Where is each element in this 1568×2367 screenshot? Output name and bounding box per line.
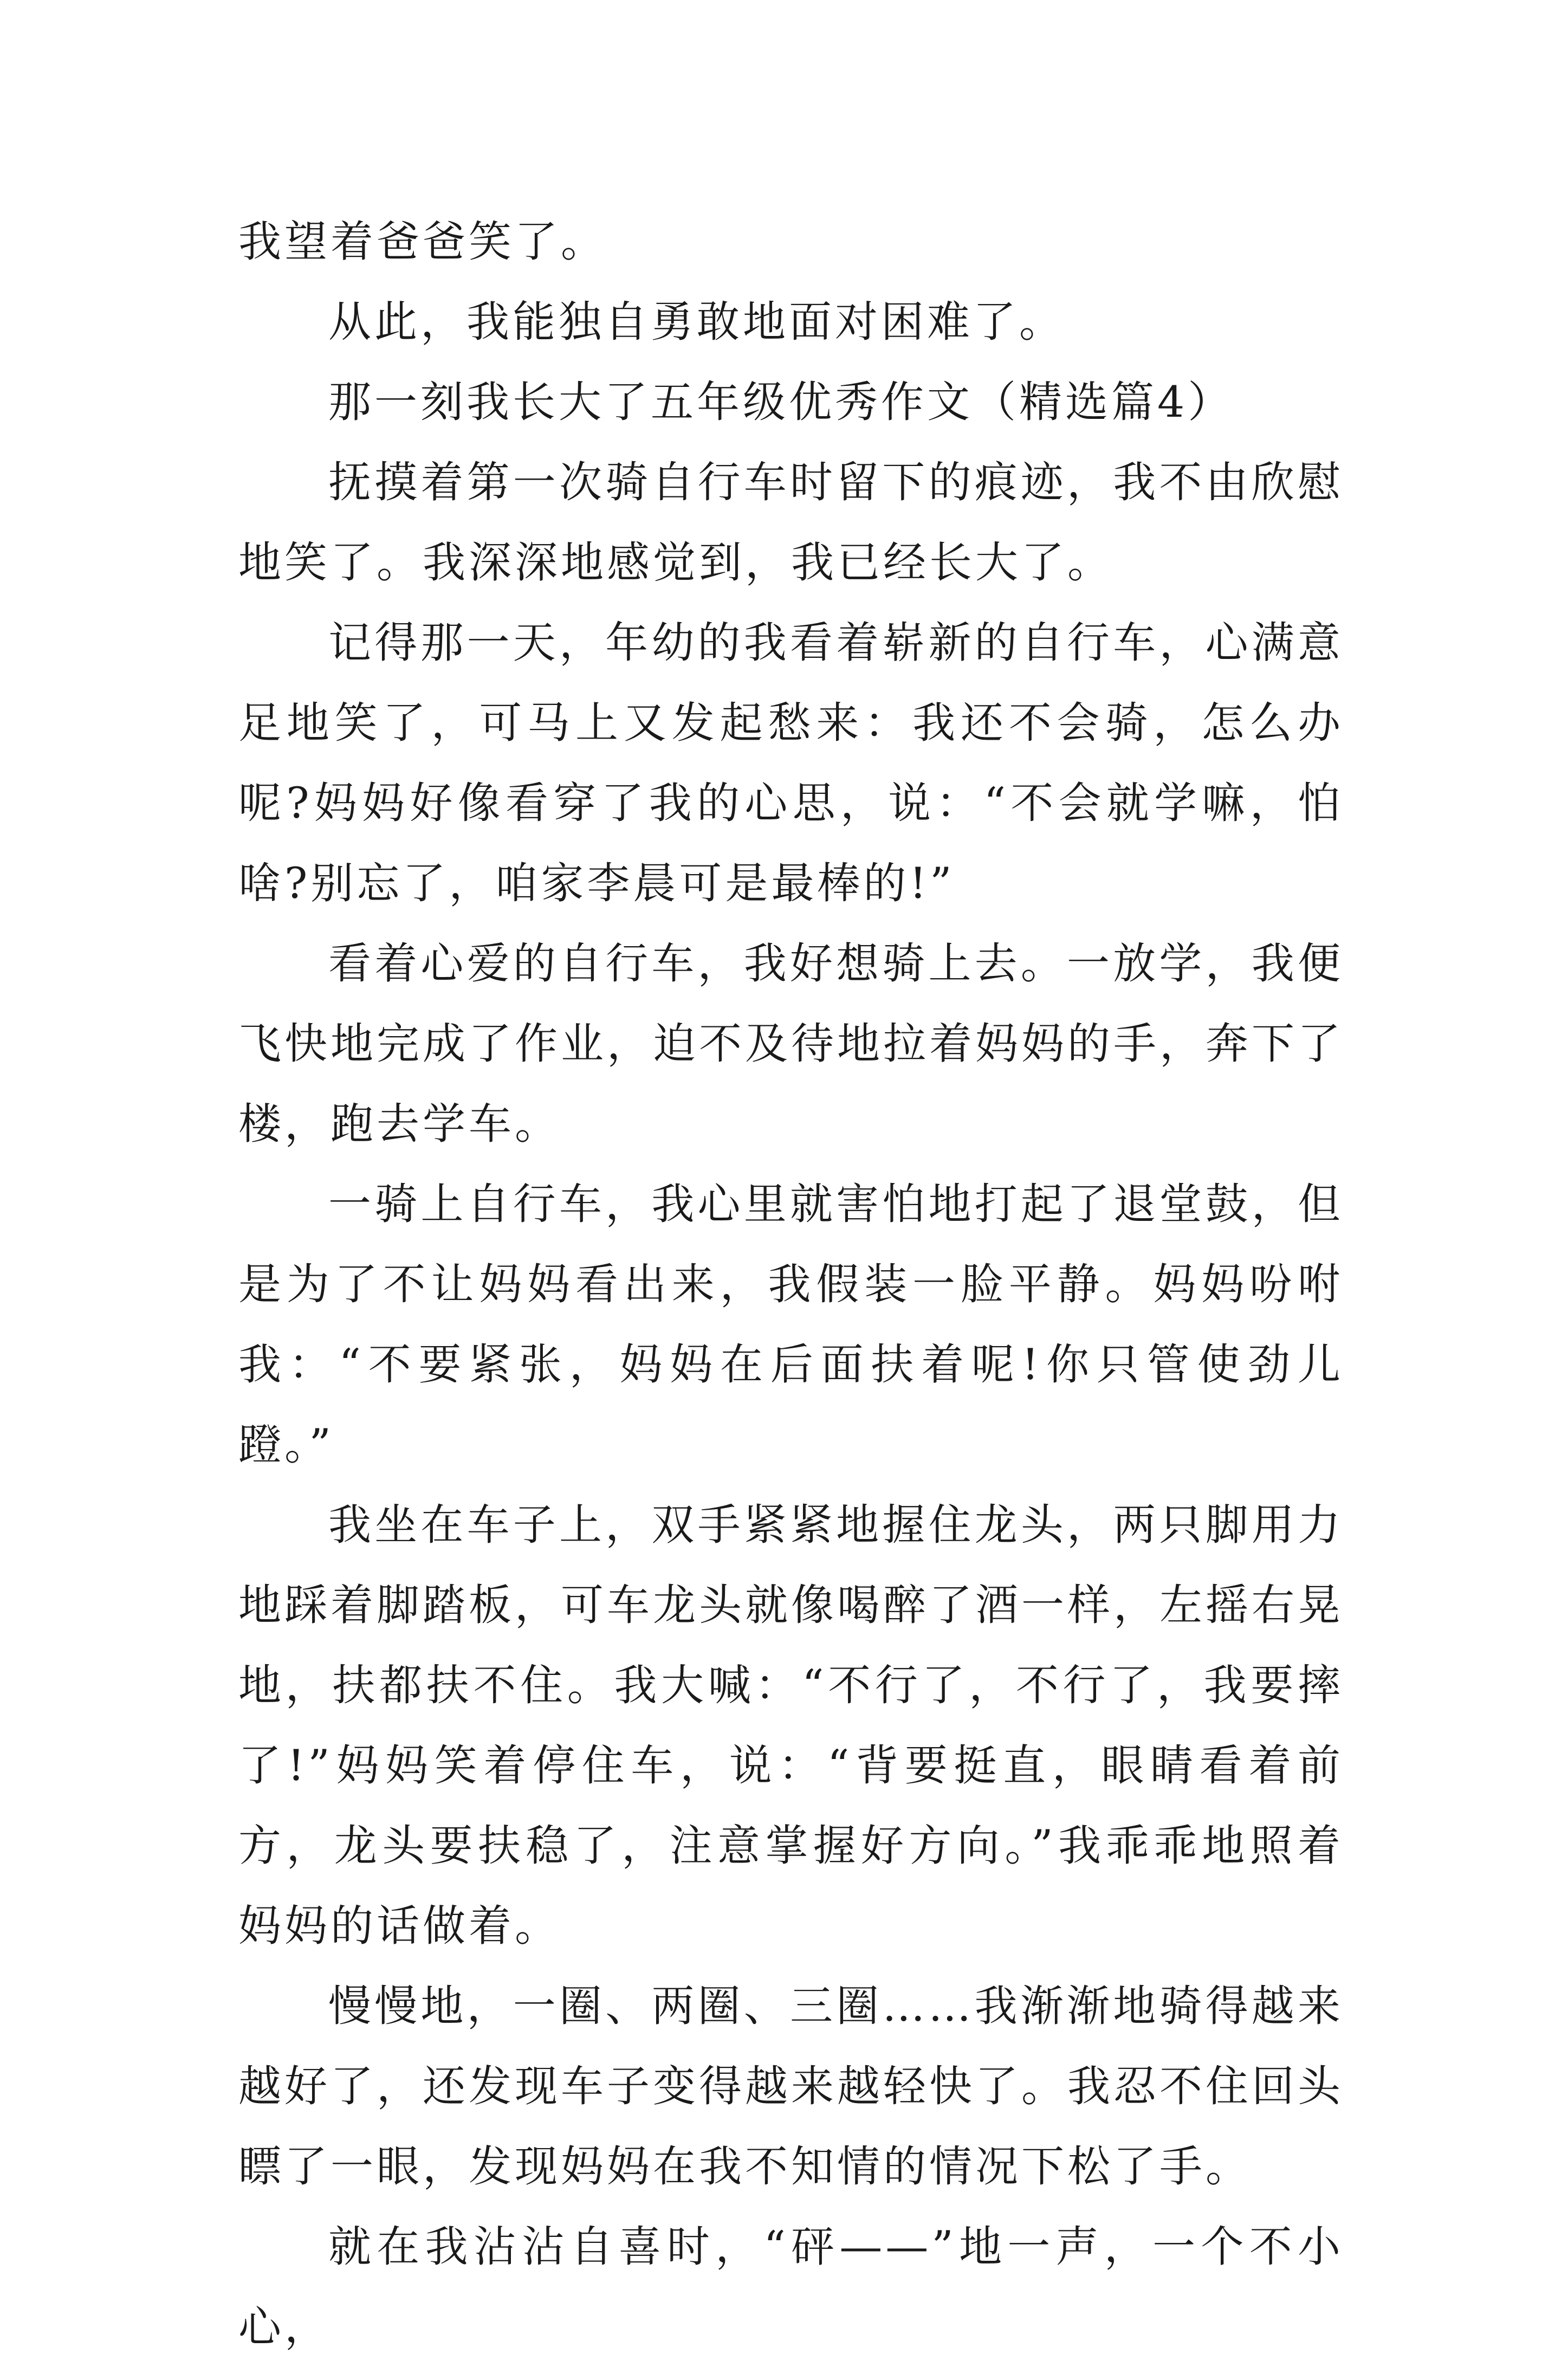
section-heading: 那一刻我长大了五年级优秀作文（精选篇4） — [328, 377, 1234, 427]
paragraph: 抚摸着第一次骑自行车时留下的痕迹，我不由欣慰地笑了。我深深地感觉到，我已经长大了。 — [238, 457, 1344, 587]
paragraph: 我坐在车子上，双手紧紧地握住龙头，两只脚用力地踩着脚踏板，可车龙头就像喝醉了酒一样，左摇右晃地，扶都扶不住。我大喊：“不行了，不行了，我要摔了!”妈妈笑着停住车，说：“背要挺直，眼睛看着前方，龙头要扶稳了，注意掌握好方向。”我乖乖地照着妈妈的话做着。 — [238, 1500, 1344, 1951]
paragraph: 记得那一天，年幼的我看着崭新的自行车，心满意足地笑了，可马上又发起愁来：我还不会骑，怎么办呢?妈妈好像看穿了我的心思，说：“不会就学嘛，怕啥?别忘了，咱家李晨可是最棒的!” — [238, 618, 1344, 908]
paragraph: 我望着爸爸笑了。 — [238, 217, 607, 267]
paragraph: 就在我沾沾自喜时，“砰——”地一声，一个不小心， — [238, 2222, 1344, 2352]
paragraph: 从此，我能独自勇敢地面对困难了。 — [328, 297, 1065, 347]
document-body — [238, 202, 1344, 2367]
paragraph: 看着心爱的自行车，我好想骑上去。一放学，我便飞快地完成了作业，迫不及待地拉着妈妈的手，奔下了楼，跑去学车。 — [238, 939, 1344, 1149]
paragraph: 慢慢地，一圈、两圈、三圈……我渐渐地骑得越来越好了，还发现车子变得越来越轻快了。我忍不住回头瞟了一眼，发现妈妈在我不知情的情况下松了手。 — [238, 1981, 1344, 2191]
paragraph: 一骑上自行车，我心里就害怕地打起了退堂鼓，但是为了不让妈妈看出来，我假装一脸平静。妈妈吩咐我：“不要紧张，妈妈在后面扶着呢!你只管使劲儿蹬。” — [238, 1179, 1344, 1470]
